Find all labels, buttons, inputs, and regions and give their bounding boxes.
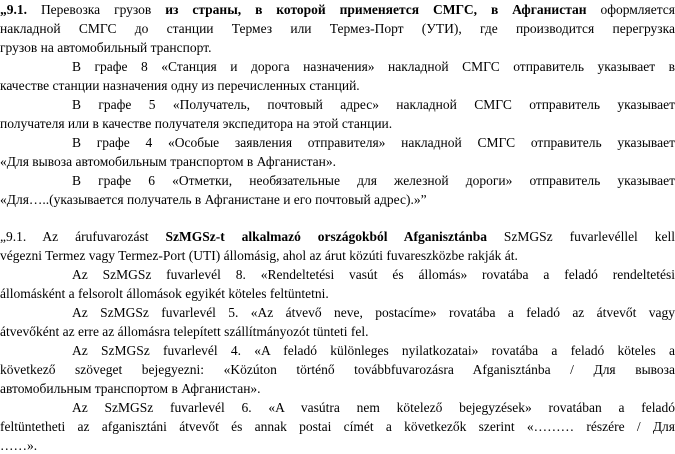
hungarian-text-line <box>0 400 675 416</box>
hungarian-text-line <box>0 305 675 321</box>
text-run: Az SzMGSz fuvarlevél 6. «A vasútra nem kötelező bejegyzések» rovatában a feladó <box>72 400 675 415</box>
text-run: В графе 4 «Особые заявления отправителя» накладной СМГС отправитель указывает <box>72 135 675 150</box>
text-run: végezni Termez vagy Termez-Port (UTI) állomásig, ahol az árut közúti fuvareszközbe rakják át. <box>0 248 518 263</box>
russian-text-line <box>0 59 675 75</box>
hungarian-text-line <box>0 324 675 340</box>
text-run: átvevőként az erre az állomásra telepített szállítmányozót tünteti fel. <box>0 324 369 339</box>
text-run: накладной СМГС до станции Термез или Термез-Порт (УТИ), где производится перегрузка <box>0 21 675 36</box>
russian-text-line <box>0 40 675 56</box>
text-run: получателя или в качестве получателя экспедитора на этой станции. <box>0 116 393 131</box>
text-run: «Для…..(указывается получатель в Афганистане и его почтовый адрес).»” <box>0 192 427 207</box>
text-run: грузов на автомобильный транспорт. <box>0 40 212 55</box>
text-run: ……». <box>0 438 38 453</box>
russian-text-line <box>0 2 675 18</box>
bold-text-run: „9.1. <box>0 2 41 17</box>
text-run: feltüntetheti az afganisztáni átvevőt és annak postai címét a következők szerint «……… részére / Для <box>0 419 675 434</box>
text-run: В графе 6 «Отметки, необязательные для железной дороги» отправитель указывает <box>72 173 675 188</box>
text-run: оформляется <box>586 2 675 17</box>
russian-text-line <box>0 154 675 170</box>
text-run: „9.1. Az árufuvarozást <box>0 229 166 244</box>
russian-text-line <box>0 21 675 37</box>
russian-text-line <box>0 116 675 132</box>
russian-text-line <box>0 135 675 151</box>
bold-text-run: SzMGSz-t alkalmazó országokból Afganisztánba <box>165 229 487 244</box>
text-run: В графе 8 «Станция и дорога назначения» накладной СМГС отправитель указывает в <box>72 59 675 74</box>
text-run: автомобильным транспортом в Афганистан». <box>0 381 261 396</box>
text-run: SzMGSz fuvarlevéllel kell <box>487 229 675 244</box>
russian-text-line <box>0 173 675 189</box>
text-run: Az SzMGSz fuvarlevél 5. «Az átvevő neve, postacíme» rovatába a feladó az átvevőt vagy <box>72 305 675 320</box>
text-run: «Для вывоза автомобильным транспортом в Афганистан». <box>0 154 337 169</box>
hungarian-text-line <box>0 229 675 245</box>
hungarian-text-line <box>0 438 675 454</box>
russian-text-line <box>0 78 675 94</box>
hungarian-text-line <box>0 343 675 359</box>
text-run: Az SzMGSz fuvarlevél 8. «Rendeltetési vasút és állomás» rovatába a feladó rendeltetési <box>72 267 675 282</box>
text-run: Az SzMGSz fuvarlevél 4. «A feladó különleges nyilatkozatai» rovatába a feladó köteles a <box>72 343 675 358</box>
russian-text-line <box>0 192 675 208</box>
bold-text-run: из страны, в которой применяется СМГС, в Афганистан <box>165 2 587 17</box>
text-run: állomásként a felsorolt állomások egyikét köteles feltüntetni. <box>0 286 329 301</box>
text-run: В графе 5 «Получатель, почтовый адрес» накладной СМГС отправитель указывает <box>72 97 675 112</box>
hungarian-text-line <box>0 267 675 283</box>
hungarian-text-line <box>0 419 675 435</box>
russian-text-line <box>0 97 675 113</box>
text-run: качестве станции назначения одну из перечисленных станций. <box>0 78 360 93</box>
hungarian-text-line <box>0 362 675 378</box>
hungarian-text-line <box>0 286 675 302</box>
text-run: Перевозка грузов <box>40 2 166 17</box>
hungarian-text-line <box>0 381 675 397</box>
hungarian-text-line <box>0 248 675 264</box>
text-run: következő szöveget bejegyezni: «Közúton történő továbbfuvarozásra Afganisztánba / Для вывоза <box>0 362 675 377</box>
